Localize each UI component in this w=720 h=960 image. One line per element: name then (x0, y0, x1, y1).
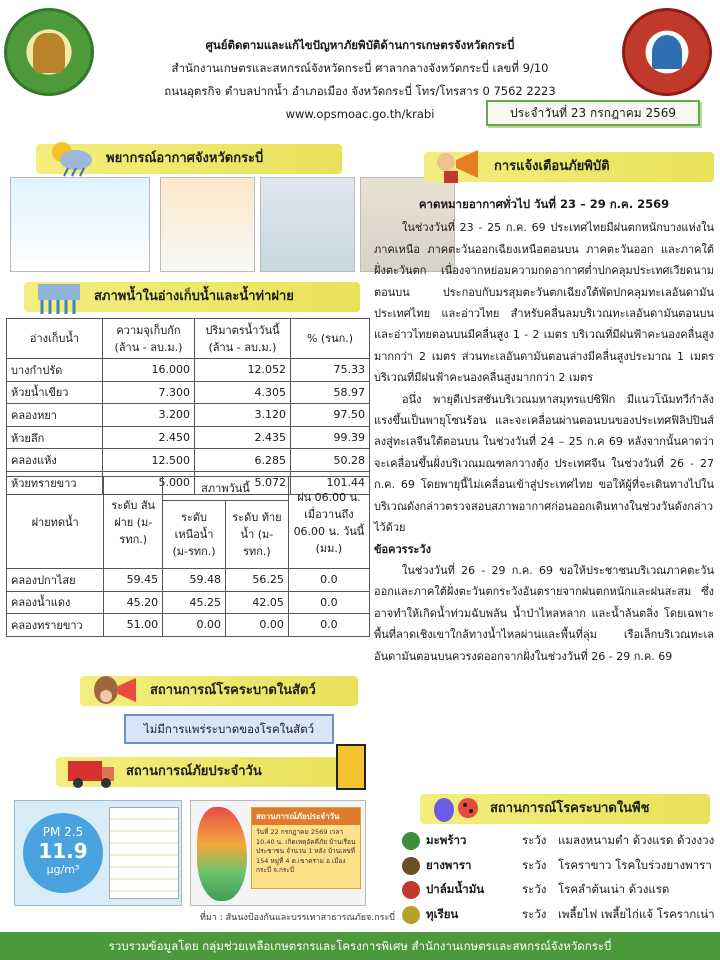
reservoir-banner (24, 282, 360, 312)
reservoir-value-cell: 50.28 (291, 449, 370, 472)
plant-pest-icon (430, 788, 480, 828)
weather-outlook-article (374, 194, 714, 667)
fire-truck-icon (66, 751, 116, 791)
cow-megaphone-icon (90, 670, 140, 710)
weir-row (7, 614, 370, 637)
col-upstream: ระดับ เหนือน้ำ (ม-รทก.) (163, 501, 226, 569)
reservoir-name-cell: ห้วยลึก (7, 426, 103, 449)
weir-value-cell: 0.00 (225, 614, 288, 637)
plant-pest-detail: แมลงหนามดำ ด้วงแรด ด้วงงวง (558, 833, 715, 847)
weir-value-cell: 51.00 (104, 614, 163, 637)
reservoir-row (7, 404, 370, 427)
weir-name-cell: คลองทรายขาว (7, 614, 104, 637)
livestock-status-notice: ไม่มีการแพร่ระบาดของโรคในสัตว์ (124, 714, 334, 744)
plant-warn-label: ระวัง (522, 882, 547, 896)
plant-name: ทุเรียน (426, 906, 459, 921)
reservoir-value-cell: 5.072 (195, 471, 291, 494)
weir-value-cell: 56.25 (225, 569, 288, 592)
plant-disease-item (400, 902, 716, 927)
daily-incident-map (190, 800, 366, 906)
weir-value-cell: 45.20 (104, 591, 163, 614)
reservoir-value-cell: 75.33 (291, 359, 370, 382)
weir-table (6, 476, 370, 637)
reservoir-value-cell: 101.44 (291, 471, 370, 494)
oil-palm-icon (402, 881, 420, 899)
livestock-banner-title: สถานการณ์โรคระบาดในสัตว์ (150, 683, 316, 698)
durian-icon (402, 906, 420, 924)
weir-value-cell: 45.25 (163, 591, 226, 614)
reservoir-value-cell: 5.000 (103, 471, 195, 494)
col-reservoir: อ่างเก็บน้ำ (7, 319, 103, 359)
forecast-thumbnail-2 (160, 177, 255, 272)
coconut-icon (402, 832, 420, 850)
daily-banner (56, 757, 358, 787)
plant-pest-detail: โรคลำต้นเน่า ด้วงแรด (558, 882, 670, 896)
reservoir-name-cell: คลองหยา (7, 404, 103, 427)
warning-banner-title: การแจ้งเตือนภัยพิบัติ (494, 159, 610, 174)
pm25-unit: μg/m³ (46, 863, 80, 876)
page-footer: รวบรวมข้อมูลโดย กลุ่มช่วยเหลือเกษตรกรและโครงการพิเศษ สำนักงานเกษตรและสหกรณ์จังหวัดกระบี่ (0, 932, 720, 960)
plant-name: ปาล์มน้ำมัน (426, 882, 485, 896)
reservoir-value-cell: 16.000 (103, 359, 195, 382)
plant-banner (420, 794, 710, 824)
reservoir-value-cell: 12.052 (195, 359, 291, 382)
col-volume: ปริมาตรน้ำวันนี้ (ล้าน - ลบ.ม.) (195, 319, 291, 359)
agency-logo-left (4, 8, 94, 96)
agency-logo-right (622, 8, 712, 96)
article-paragraph-1: ในช่วงวันที่ 23 - 25 ก.ค. 69 ประเทศไทยมีฝนตกหนักบางแห่งในภาคเหนือ ภาคตะวันออกเฉียงเหนือตอนบน ภาคตะวันออก และภาคใต้ฝั่งตะวันตก เนื่องจากหย่อมความกดอากาศต่ำปกคลุมประเทศเวียดนามตอนบน ประกอบกับมรสุมตะวันตกเฉียงใต้พัดปกคลุมทะเลอันดามัน ประเทศไทย และอ่าวไทย สำหรับคลื่นลมบริเวณทะเลอันดามันตอนบนและอ่าวไทยตอนบนมีคลื่นสูง 1 - 2 เมตร บริเวณที่มีฝนฟ้าคะนองคลื่นสูงมากกว่า 2 เมตร ส่วนทะเลอันดามันตอนล่างมีคลื่นสูงประมาณ 1 เมตร บริเวณที่มีฝนฟ้าคะนองคลื่นสูงมากกว่า 2 เมตร (374, 221, 714, 385)
reservoir-row (7, 426, 370, 449)
plant-disease-item (400, 853, 716, 878)
reservoir-value-cell: 12.500 (103, 449, 195, 472)
weir-value-cell: 59.45 (104, 569, 163, 592)
reservoir-name-cell: ห้วยทรายขาว (7, 471, 103, 494)
reservoir-value-cell: 4.305 (195, 381, 291, 404)
plant-disease-item (400, 828, 716, 853)
pm25-label: PM 2.5 (42, 825, 84, 839)
weir-value-cell: 0.0 (288, 591, 369, 614)
header-line-1: ศูนย์ติดตามและแก้ไขปัญหาภัยพิบัติด้านการเกษตรจังหวัดกระบี่ (205, 38, 515, 52)
weather-icon (46, 138, 96, 178)
reservoir-value-cell: 2.450 (103, 426, 195, 449)
table-header-row (7, 477, 370, 501)
dam-icon (34, 276, 84, 316)
col-downstream: ระดับ ท้ายน้ำ (ม-รทก.) (225, 501, 288, 569)
article-heading: คาดหมายอากาศทั่วไป วันที่ 23 – 29 ก.ค. 2569 (418, 197, 670, 211)
plant-banner-title: สถานการณ์โรคระบาดในพืช (490, 801, 650, 816)
forecast-thumbnail-3 (260, 177, 355, 272)
reservoir-value-cell: 7.300 (103, 381, 195, 404)
col-crest: ระดับ สันฝาย (ม-รทก.) (104, 477, 163, 569)
plant-warn-label: ระวัง (522, 857, 547, 872)
reservoir-banner-title: สภาพน้ำในอ่างเก็บน้ำและน้ำท่าฝาย (94, 289, 294, 304)
incident-panel-title: สถานการณ์ภัยประจำวัน (252, 808, 360, 825)
col-today: สภาพวันนี้ (163, 477, 289, 501)
plant-disease-list (400, 828, 716, 926)
pm25-gauge (23, 813, 103, 893)
rubber-tree-icon (402, 857, 420, 875)
weir-name-cell: คลองปกาไสย (7, 569, 104, 592)
daily-banner-title: สถานการณ์ภัยประจำวัน (126, 764, 262, 779)
weather-banner-title: พยากรณ์อากาศจังหวัดกระบี่ (106, 151, 264, 166)
weir-value-cell: 42.05 (225, 591, 288, 614)
plant-pest-detail: เพลี้ยไฟ เพลี้ยไก่แจ้ โรครากเน่า (558, 906, 715, 921)
col-rain: ฝน 06.00 น. เมื่อวานถึง 06.00 น. วันนี้ (มม.) (288, 477, 369, 569)
disaster-dept-logo (336, 744, 366, 790)
col-percent: % (รนก.) (291, 319, 370, 359)
plant-name: ยางพารา (426, 857, 472, 872)
reservoir-value-cell: 2.435 (195, 426, 291, 449)
incident-source-caption: ที่มา : สันนงป้องกันและบรรเทาสาธารณภัยจ.กระบี่ (200, 913, 396, 923)
reservoir-row (7, 449, 370, 472)
livestock-banner (80, 676, 358, 706)
province-map (197, 807, 247, 901)
pm25-panel (14, 800, 182, 906)
incident-panel (251, 807, 361, 889)
plant-name: มะพร้าว (426, 833, 467, 847)
reservoir-value-cell: 6.285 (195, 449, 291, 472)
reservoir-value-cell: 58.97 (291, 381, 370, 404)
reservoir-name-cell: ห้วยน้ำเขียว (7, 381, 103, 404)
table-header-row (7, 319, 370, 359)
plant-disease-item (400, 877, 716, 902)
report-date: ประจำวันที่ 23 กรกฎาคม 2569 (486, 100, 700, 126)
plant-warn-label: ระวัง (522, 906, 547, 921)
reservoir-value-cell: 3.120 (195, 404, 291, 427)
forecast-thumbnail-1 (10, 177, 150, 272)
weir-value-cell: 0.0 (288, 569, 369, 592)
article-paragraph-2: อนึ่ง พายุดีเปรสชันบริเวณมหาสมุทรแปซิฟิก มีแนวโน้มทวีกำลังแรงขึ้นเป็นพายุโซนร้อน และจะเคลื่อนผ่านตอนบนของประเทศฟิลิปปินส์ลงสู่ทะเลจีนใต้ตอนบน ในช่วงวันที่ 24 – 25 ก.ค 69 หลังจากนั้นคาดว่าจะเคลื่อนขึ้นฝั่งบริเวณมณฑลกวางตุ้ง ประเทศจีน ในช่วงวันที่ 26 - 27 ก.ค. 69 โดยพายุนี้ไม่เคลื่อนเข้าสู่ประเทศไทย ขอให้ผู้ที่จะเดินทางไปในบริเวณดังกล่าวตรวจสอบสภาพอากาศก่อนออกเดินทางในช่วงวันดังกล่าวไว้ด้วย (374, 392, 714, 535)
reservoir-row (7, 381, 370, 404)
pm25-value: 11.9 (38, 839, 88, 863)
article-paragraph-3: ในช่วงวันที่ 26 - 29 ก.ค. 69 ขอให้ประชาชนบริเวณภาคตะวันออกและภาคใต้ฝั่งตะวันตกระวังอันตรายจากฝนตกหนักและฝนสะสม ซึ่งอาจทำให้เกิดน้ำท่วมฉับพลัน น้ำป่าไหลหลาก และน้ำล้นตลิ่ง โดยเฉพาะพื้นที่ลาดเชิงเขาใกล้ทางน้ำไหลผ่านและพื้นที่ลุ่ม เรือเล็กบริเวณทะเลอันดามันตอนบนควรงดออกจากฝั่งในช่วงวันที่ 26 - 29 ก.ค. 69 (374, 563, 714, 663)
warning-banner (424, 152, 714, 182)
col-weir: ฝายทดน้ำ (7, 477, 104, 569)
reservoir-name-cell: คลองแห้ง (7, 449, 103, 472)
weather-banner (36, 144, 342, 174)
weir-row (7, 569, 370, 592)
weir-value-cell: 0.0 (288, 614, 369, 637)
reservoir-table (6, 318, 370, 495)
incident-panel-text: วันที่ 22 กรกฎาคม 2569 เวลา 10.40 น. เกิดเหตุอัคคีภัย บ้านเรือนประชาชน จำนวน 1 หลัง บ้านเลขที่ 154 หมู่ที่ 4 ต.เขาคราม อ.เมืองกระบี่ จ.กระบี่ (256, 828, 356, 874)
weir-row (7, 591, 370, 614)
weir-value-cell: 59.48 (163, 569, 226, 592)
reservoir-value-cell: 99.39 (291, 426, 370, 449)
plant-warn-label: ระวัง (522, 833, 547, 847)
header-line-3: ถนนอุตรกิจ ตำบลปากน้ำ อำเภอเมือง จังหวัดกระบี่ โทร/โทรสาร 0 7562 2223 (164, 84, 556, 98)
col-capacity: ความจุเก็บกัก (ล้าน - ลบ.ม.) (103, 319, 195, 359)
reservoir-value-cell: 97.50 (291, 404, 370, 427)
weir-name-cell: คลองน้ำแดง (7, 591, 104, 614)
reservoir-row (7, 359, 370, 382)
weir-value-cell: 0.00 (163, 614, 226, 637)
page-header (0, 0, 720, 132)
reservoir-name-cell: บางกำปรัด (7, 359, 103, 382)
aqi-reference-table (109, 807, 179, 899)
caution-heading: ข้อควรระวัง (374, 542, 431, 556)
header-website: www.opsmoac.go.th/krabi (285, 107, 435, 121)
plant-pest-detail: โรคราขาว โรคใบร่วงยางพารา (558, 857, 712, 872)
megaphone-icon (434, 146, 484, 186)
header-line-2: สำนักงานเกษตรและสหกรณ์จังหวัดกระบี่ ศาลากลางจังหวัดกระบี่ เลขที่ 9/10 (171, 61, 549, 75)
reservoir-value-cell: 3.200 (103, 404, 195, 427)
